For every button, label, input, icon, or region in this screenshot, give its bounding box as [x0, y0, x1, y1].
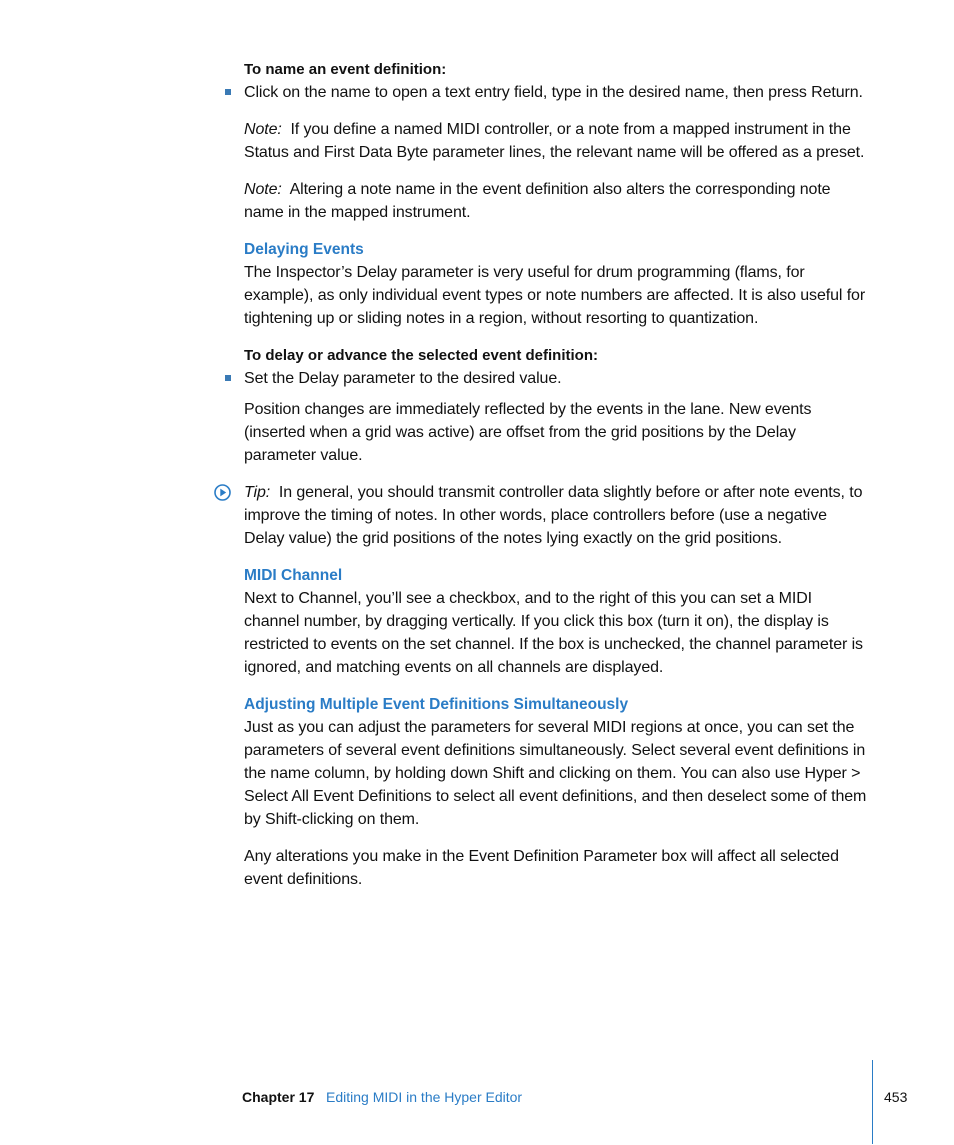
- body-paragraph: The Inspector’s Delay parameter is very useful for drum programming (flams, for example), as only individual event types or note numbers are affected. It is also useful for tightening up or sliding notes in a region, without resorting to quantization.: [244, 264, 866, 327]
- note-label: Note:: [244, 121, 282, 138]
- section-heading-midi-channel: MIDI Channel: [244, 567, 343, 584]
- note-text: Altering a note name in the event definition also alters the corresponding note name in the mapped instrument.: [244, 181, 831, 221]
- square-bullet-icon: [225, 375, 231, 381]
- note-paragraph: [244, 118, 870, 164]
- section-heading-adjusting-multiple: Adjusting Multiple Event Definitions Simultaneously: [244, 696, 629, 713]
- procedure-heading-name: To name an event definition:: [244, 61, 447, 78]
- procedure-heading-delay: To delay or advance the selected event definition:: [244, 347, 598, 364]
- page-number: 453: [884, 1089, 908, 1105]
- bullet-text: Click on the name to open a text entry field, type in the desired name, then press Return.: [244, 84, 863, 101]
- body-paragraph: Any alterations you make in the Event Definition Parameter box will affect all selected event definitions.: [244, 848, 839, 888]
- tip-paragraph: [244, 481, 870, 550]
- bullet-item: [244, 81, 870, 104]
- body-paragraph: Just as you can adjust the parameters for several MIDI regions at once, you can set the parameters of several event definitions simultaneously. Select several event definitions in the name column, by holding down Shift and clicking on them. You can also use Hyper > Select All Event Definitions to select all event definitions, and then deselect some of them by Shift-clicking on them.: [244, 719, 867, 828]
- footer-chapter-title: Editing MIDI in the Hyper Editor: [326, 1089, 523, 1105]
- section-heading-delaying-events: Delaying Events: [244, 241, 364, 258]
- body-paragraph: Next to Channel, you’ll see a checkbox, and to the right of this you can set a MIDI channel number, by dragging vertically. If you click this box (turn it on), the display is restricted to events on the set channel. If the box is unchecked, the channel parameter is ignored, and matching events on all channels are displayed.: [244, 590, 863, 676]
- footer-chapter: Chapter 17: [242, 1089, 315, 1105]
- note-text: If you define a named MIDI controller, or a note from a mapped instrument in the Status and First Data Byte parameter lines, the relevant name will be offered as a preset.: [244, 121, 865, 161]
- footer-divider: [872, 1060, 873, 1144]
- tip-text: In general, you should transmit controller data slightly before or after note events, to improve the timing of notes. In other words, place controllers before (use a negative Delay value) the grid positions of the notes lying exactly on the grid positions.: [244, 484, 863, 547]
- tip-arrow-icon: [214, 484, 231, 501]
- note-paragraph: [244, 178, 870, 224]
- page-content: [244, 58, 870, 891]
- bullet-text: Set the Delay parameter to the desired value.: [244, 370, 562, 387]
- tip-label: Tip:: [244, 484, 271, 501]
- body-paragraph: Position changes are immediately reflected by the events in the lane. New events (inserted when a grid was active) are offset from the grid positions by the Delay parameter value.: [244, 401, 812, 464]
- tip-block: [244, 481, 870, 550]
- note-label: Note:: [244, 181, 282, 198]
- square-bullet-icon: [225, 89, 231, 95]
- bullet-item: [244, 367, 870, 390]
